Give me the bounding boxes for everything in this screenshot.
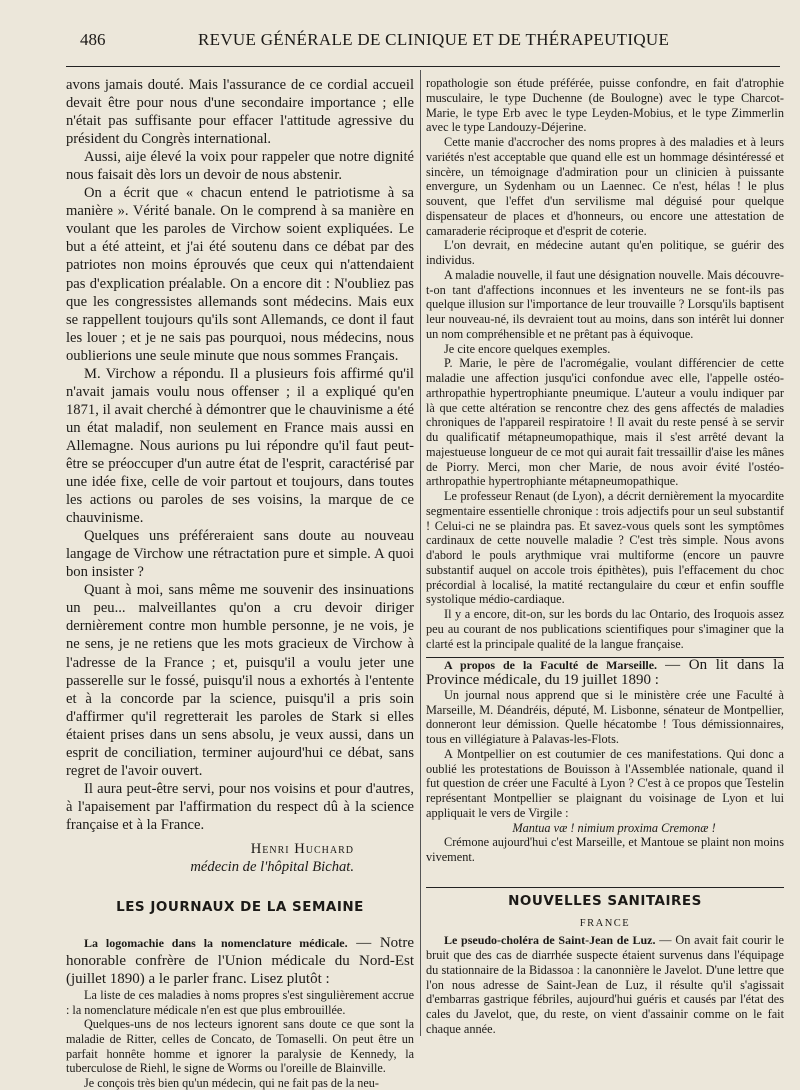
paragraph: Quant à moi, sans même me souvenir des insinuations un peu... malveillantes qu'on a cru devoir diriger dernièrement contre mon humble personne, je ne vois, je ne sens, je ne retiens que les mots gracieux de Virchow à l'adresse de la France ; et, puisqu'il a voulu jeter une passerelle sur le fossé, puisqu'il nous a exhortés à l'entente et à la concorde par la science, puisqu'il a pris soin d'affirmer qu'il regretterait les paroles de Stark si elles étaient prises dans un sens absolu, je veux aussi, dans un esprit de conciliation, terminer aujourd'hui ce débat, sans regret de l'avoir ouvert.: [66, 582, 414, 779]
quoted-block: [66, 988, 414, 1090]
paragraph: P. Marie, le père de l'acromégalie, voulant différencier de cette maladie une affection jusqu'ici confondue avec elle, l'appelle ostéo-arthropathie hypertrophiante pneumique. L'auteur a voulu indiquer par là que cette altération se rencontre chez des gens affectés de maladies chroniques de l'appareil respiratoire ! Il avait du reste pensé à se servir du qualificatif métapneumopathique, mais il s'est arrêté devant la majestueuse longueur de ce mot qui aurait fait tressaillir d'aise les mânes de Piorry. Merci, mon cher Marie, de nous avoir évité l'ostéo-arthropathie hypertrophiante métapneumopathique.: [426, 356, 784, 489]
paragraph: Je conçois très bien qu'un médecin, qui ne fait pas de la neu-: [84, 1075, 379, 1090]
article-title: Le pseudo-choléra de Saint-Jean de Luz.: [444, 933, 656, 948]
article-lead: [426, 658, 784, 688]
article-lead: [426, 933, 784, 1036]
paragraph: L'on devrait, en médecine autant qu'en politique, se guérir des individus.: [426, 238, 784, 267]
article-title: A propos de la Faculté de Marseille.: [444, 658, 658, 673]
article-intro: — On lit dans la Province médicale, du 19 juillet 1890 :: [426, 657, 784, 688]
paragraph: M. Virchow a répondu. Il a plusieurs fois affirmé qu'il n'avait jamais voulu nous offenser ; il a expliqué qu'en 1871, il avait cherché à démontrer que le chauvinisme a été un état maladif, non seulement en France mais aussi en Allemagne. Nous aurions pu lui répondre qu'il faut peut-être se préoccuper d'un autre état de l'esprit, caractérisé par une idée fixe, celle de voir partout et toujours, dans toutes les actions ou paroles de ses voisins, la marque de ce chauvinisme.: [66, 365, 414, 527]
article-lead: [66, 934, 414, 988]
paragraph: Je cite encore quelques exemples.: [444, 341, 611, 356]
article-intro: — Notre honorable confrère de l'Union médicale du Nord-Est (juillet 1890) a le parler franc. Lisez plutôt :: [66, 935, 414, 988]
signature-block: [66, 840, 414, 876]
page-header: [0, 26, 800, 56]
paragraph: Il aura peut-être servi, pour nos voisins et pour d'autres, à l'apaisement par l'affirmation du respect dû à la science française et à la France.: [66, 780, 414, 833]
paragraph: Il y a encore, dit-on, sur les bords du lac Ontario, des Iroquois assez peu au courant de nos publications scientifiques pour s'imaginer que la clarté est la principale qualité de la langue française.: [426, 607, 784, 651]
latin-quote: Mantua væ ! nimium proxima Cremonæ !: [512, 820, 716, 835]
column-divider: [420, 70, 421, 1036]
paragraph: Cette manie d'accrocher des noms propres à des maladies et à leurs variétés n'est acceptable que quand elle est un hommage désintéressé et sincère, un témoignage d'admiration pour un clinicien à puissante envergure, un Sydenham ou un Laennec. Ce n'est, hélas ! le plus souvent, que l'effet d'un servilisme mal déguisé pour quelque dispensateur de places et d'honneurs, ou encore une attestation de camaraderie réciproque et d'esprit de coterie.: [426, 135, 784, 238]
paragraph: Le professeur Renaut (de Lyon), a décrit dernièrement la myocardite segmentaire essentielle chronique : trois adjectifs pour un seul substantif ! Celui-ci ne se plaindra pas. Et savez-vous quels sont les symptômes cardinaux de cette nouvelle maladie ? C'est très simple. Nous avons d'abord le pouls arythmique vrai multiforme (encore un pauvre substantif auquel on accole trois épithètes), puis l'effacement du choc précordial à localisé, la matité rectangulaire du cœur et enfin souffle systolique médio-cardiaque.: [426, 489, 784, 607]
paragraph: Crémone aujourd'hui c'est Marseille, et Mantoue se plaint non moins vivement.: [426, 835, 784, 864]
paragraph: ropathologie son étude préférée, puisse confondre, en fait d'atrophie musculaire, le type Duchenne (de Boulogne) avec le type Charcot-Marie, le type Erb avec le type Leyden-Mobius, et le type Zimmerlin avec le type Landouzy-Déjerine.: [426, 76, 784, 135]
author-role: médecin de l'hôpital Bichat.: [190, 859, 354, 876]
paragraph: Aussi, aije élevé la voix pour rappeler que notre dignité nous faisait dès lors un devoir de nous abstenir.: [66, 149, 414, 184]
page-number: 486: [80, 30, 106, 49]
paragraph: Un journal nous apprend que si le ministère crée une Faculté à Marseille, M. Déandréis, député, M. Lisbonne, sénateur de Montpellier, donneront leur démission. Quelle hécatombe ! Tous démissionnaires, tous en villégiature à Palavas-les-Flots.: [426, 687, 784, 746]
subsection-title: FRANCE: [579, 917, 631, 929]
paragraph: Quelques-uns de nos lecteurs ignorent sans doute ce que sont la maladie de Ritter, celles de Concato, de Tomaselli. On peut être un parfait honnête homme et ignorer la paralysie de Kennedy, la tuberculose de Riehl, le signe de Worms ou l'oreille de Blainville.: [66, 1017, 414, 1076]
section-title: LES JOURNAUX DE LA SEMAINE: [116, 899, 364, 916]
right-column: [426, 76, 784, 1037]
paragraph: Quelques uns préféreraient sans doute au nouveau langage de Virchow une rétractation pure et simple. A quoi bon insister ?: [66, 528, 414, 581]
article-title: La logomachie dans la nomenclature médicale.: [84, 936, 348, 951]
running-title: REVUE GÉNÉRALE DE CLINIQUE ET DE THÉRAPEUTIQUE: [198, 30, 670, 49]
article-text: — On avait fait courir le bruit que des cas de diarrhée suspecte étaient survenus dans l'équipage du stationnaire de la Bidassoa : la canonnière le Javelot. D'une lettre que l'on nous adresse de Saint-Jean de Luz, il résulte qu'il s'agissait d'embarras gastrique fébriles, aujourd'hui guéris et causés par l'état des cales du Javelot, que, du reste, on vient d'assainir comme on le fait chaque année.: [426, 933, 785, 1036]
paragraph: A maladie nouvelle, il faut une désignation nouvelle. Mais découvre-t-on tant d'affections inconnues et les inventeurs ne se font-ils pas quelque illusion sur l'importance de leur trouvaille ? Lorsqu'ils baptisent leur nouveau-né, ils devraient tout au moins, dans son intérêt lui donner un nom compréhensible et ne prêtant pas à équivoque.: [426, 267, 784, 341]
section-title: NOUVELLES SANITAIRES: [426, 887, 784, 909]
header-rule: [66, 66, 780, 67]
left-column: [66, 76, 414, 1090]
paragraph: La liste de ces maladies à noms propres s'est singulièrement accrue : la nomenclature médicale n'en est que plus embrouillée.: [66, 988, 414, 1017]
paragraph: avons jamais douté. Mais l'assurance de ce cordial accueil devait être pour nous d'une secondaire importance ; elle n'était pas suffisante pour effacer l'attitude agressive du président du Congrès international.: [66, 77, 414, 148]
author-name: Henri Huchard: [250, 840, 354, 857]
paragraph: A Montpellier on est coutumier de ces manifestations. Qui donc a oublié les protestations de Bouisson à l'Assemblée nationale, quand il fut question de créer une Faculté à Lyon ? C'est à ce propos que Testelin représentant Montpellier se plaignant du voisinage de Lyon et lui appliquait le vers de Virgile :: [426, 746, 784, 820]
paragraph: On a écrit que « chacun entend le patriotisme à sa manière ». Vérité banale. On le comprend à sa manière en voulant que les paroles de Virchow soient expliquées. Le but a été atteint, et j'ai été soutenu dans ce débat par des patriotes non moins éprouvés que ceux qui n'attendaient pas d'explication préalable. On a encore dit : N'oubliez pas que les congressistes allemands sont médecins. Mais eux se rappellent toujours qu'ils sont Allemands, ce dont il faut les louer ; et je ne sais pas pourquoi, nous médecins, nous oublierions une seule minute que nous sommes Français.: [66, 185, 414, 364]
